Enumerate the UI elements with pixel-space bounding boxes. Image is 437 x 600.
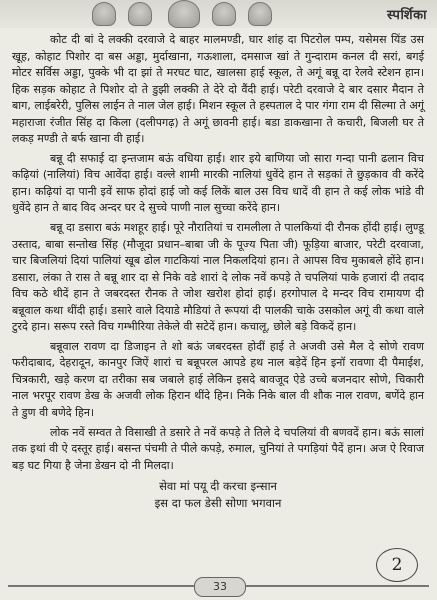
closing-verse-line: सेवा मां पयू दी करचा इन्सान — [159, 479, 277, 494]
article-body — [12, 32, 424, 512]
handwritten-annotation: 2 — [376, 548, 418, 582]
closing-verse-line: इस दा फल डेसी सोणा भगवान — [154, 496, 282, 511]
closing-verse — [12, 478, 424, 512]
paragraph: बन्नू दी सफाई दा इन्तजाम बऊं वधिया हाई। शार इये बाणिया जो सारा गन्दा पानी ढलान विच कढ़ियां (नालियां) विच आवेंदा हाई। वल्ले शामी मारकी नालियां धुवेंदे हान ते सड़कां ते छुड़काव वी करेंदे हान। कढ़ियां दा पानी इवें साफ होदां हाई जो कई लिकें बाल उस विच धादें वी हान ते कई लोक भांडे वी धुवेंदे हान ते बाद विद अन्दर घर दे सुच्चे पाणी नाल सुच्चा करेंदे हान। — [12, 151, 424, 215]
ganesha-ornament-icon — [128, 2, 152, 26]
paragraph: लोक नवें सम्वत ते विसाखी ते डसारे ते नवें कपड़े ते तिले दे चपलियां वी बणवदें हान। बऊं सालां तक इथां वी ऐ दस्तूर हाई। बसन्त पंचमी ते पीले कपड़े, रुमाल, चुनियां ते पगड़ियां पैदें हान। अज ऐ रिवाज बड़ घट गिया है जेना डेखन दो नी मिलदा। — [12, 425, 424, 472]
ganesha-ornament-icon — [248, 2, 272, 26]
ganesha-ornament-icon — [212, 2, 236, 26]
paragraph: कोट दी बां दे लक्की दरवाजे दे बाहर मालमण्डी, घार शांह दा पिटरोल पम्प, यसेमस यिंड उस खूह, कोहाट पिशोर दा बस अड्डा, मुर्दाखाना, गऊशाला, दमसाज खां ते गुन्दाराम कनल दी सरां, बगई मोटर सर्विस अड्डा, पुक्के भी दा झां ते मरघट घाट, खालसा हाई स्कूल, ते अगूं बन्नू दा रेलवे स्टेशन हान। हिक सड़क कोहाट ते पिशोर दो ते डुझी लक्की ते देरे दो वैंदी हाई। परेटी दरवाजे दे बार दसार मैदान ते बाग, लाईबरेरी, पुलिस लाईन ते नाल जेल हाई। मिशन स्कूल ते हस्पताल दे पार गंगा राम दी सिल्मा ते अगूं महाराजा रंजीत सिंह दा किला (दलीपगढ़) ते अगूं छावनी हाई। बडा डाकखाना ते कचारी, बिजली घर ते लकड़ मण्डी ते बर्फ खाना वी हाई। — [12, 33, 424, 146]
decorative-header-band — [0, 0, 437, 28]
ganesha-ornament-icon — [92, 2, 116, 26]
ganesha-ornament-icon — [168, 0, 200, 28]
magazine-title: स्पर्शिका — [387, 8, 427, 23]
paragraph: बन्नूवाल रावण दा डिजाइन ते शो बऊं जबरदस्त होदीं हाई ते अजवी उसे मैल दे सोणे रावण फरीदाबाद, देहरादून, कानपुर जिऐं शारां च बन्नूपरल आपडे हथ नाल बड़ेदें हिन इनॉ रावणा दी पैमाईश, चित्रकारी, खड़े करण दा तरीका सब जबाले हाई लेकिन इसदे बावजूद ऐडे उच्चे बजनदार सोणे, चिकारी नाल भरपूर रावण डेख के अजवी लोक हिरान थींदे हिन। निके निके बाल वी शौक नाल रावण, बणेंदे हान ते डुण वी बणेदे हिन। — [12, 339, 424, 420]
page-number: 33 — [194, 577, 246, 597]
paragraph: बन्नू दा डसारा बऊं मशहूर हाई। पूरे नौरातियां च रामलीला ते पालकियां दी रौनक होंदी हाई। लुण्डू उस्ताद, बाबा सन्तोख सिंह (मौजूदा प्रधान–बाबा जी के पूज्य पिता जी) फूड़िया बाजार, परेटी दरवाजा, चार बिजलियां दियां पालियां खूब ढोल गाटकियां नाल निकलदियां हान। ते आपस विच मुकाबले होंदे हान। डसारा, लंका ते रास ते बन्नू शार दा से निके वडे शारां दे लोक नवें कपड़े ते चपलियां पाके हजारां दी तदाद विच कठे थीदें हान ते जबरदस्त रौनक ते जोश खरोश होदां हाई। हरगोपाल दे मन्दर विच रामायण दी बन्नूवाल कथा थींदी हाई। डसारे वाले दियाडे मौडियां ते रूपयां दी पालकी चाके उसकोल अगूं वी कथा वाले टुरदे हान। सरूप रस्ते विच गम्भीरिया तेकेले वी सटेदें हान। कचालू, छोले बड़े विकदें हान। — [12, 221, 424, 334]
